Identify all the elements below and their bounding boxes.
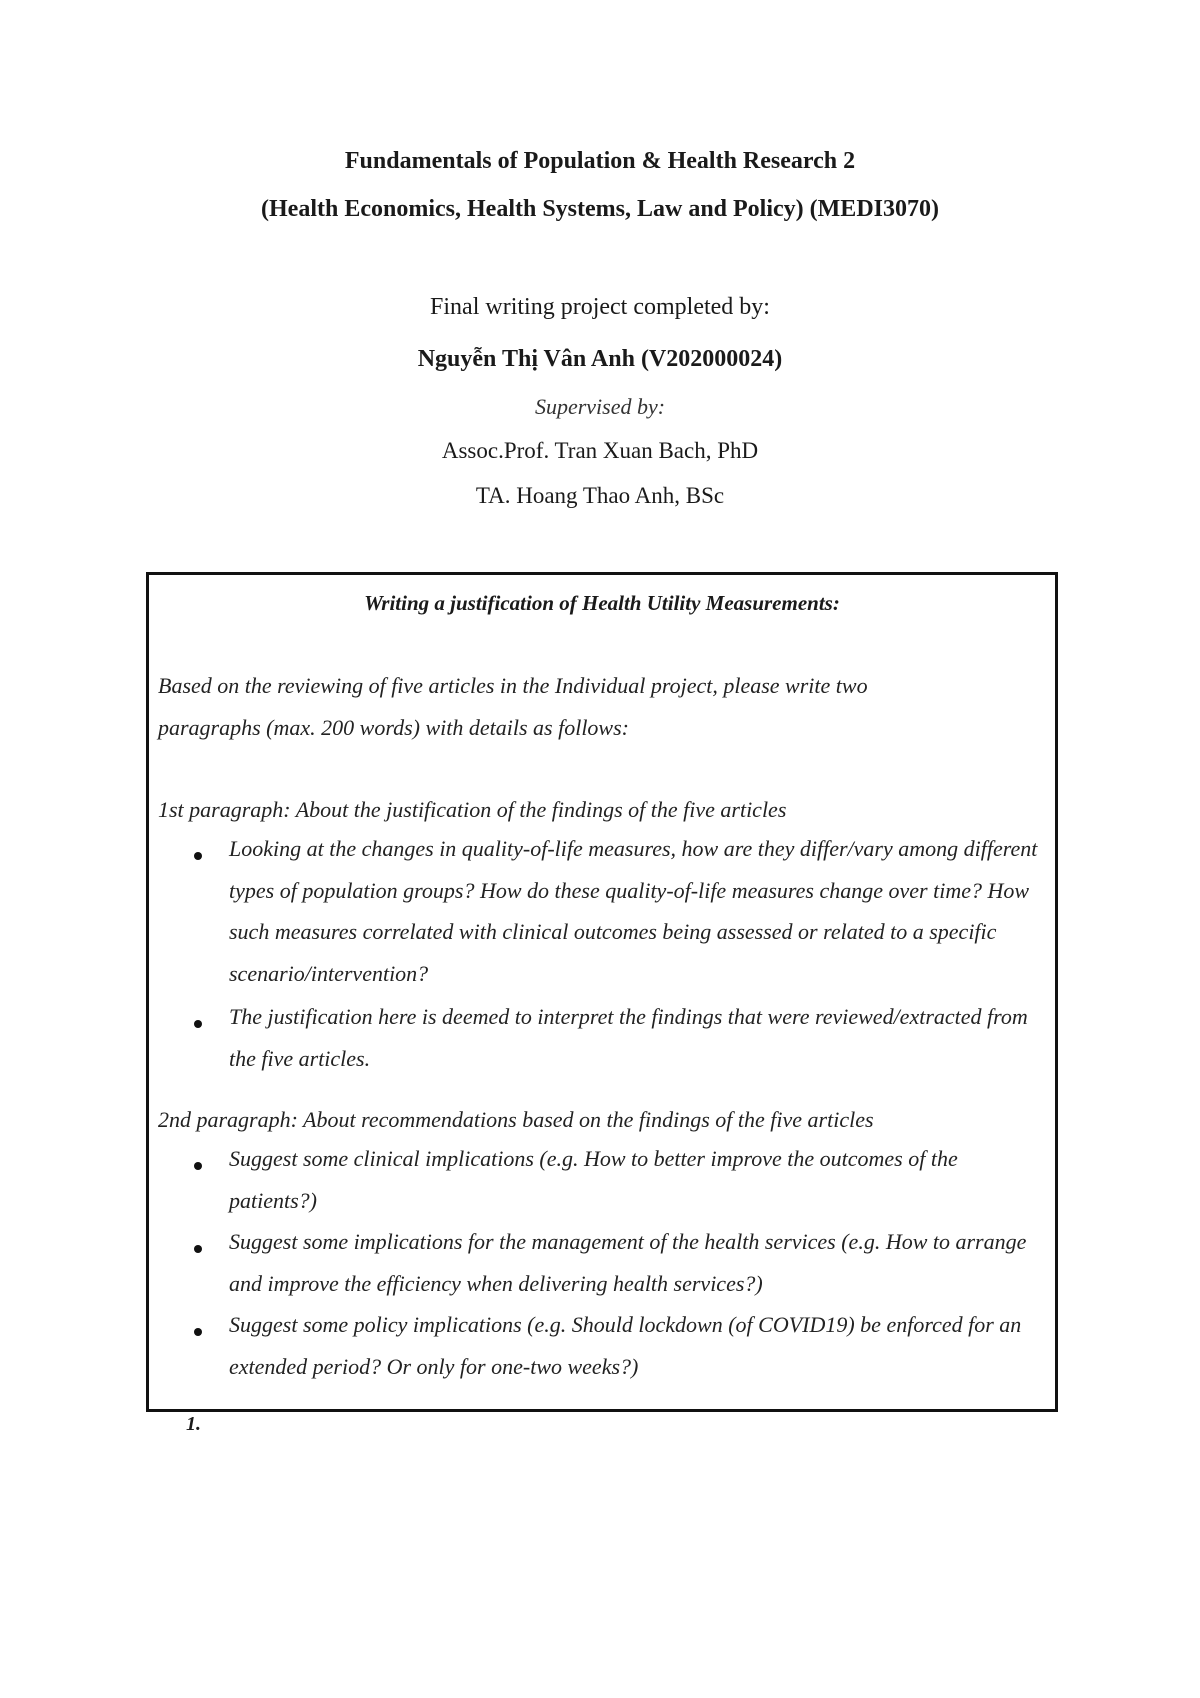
list-number: 1. bbox=[186, 1413, 201, 1435]
para2-bullet-3: Suggest some policy implications (e.g. Should lockdown (of COVID19) be enforced for an extended period? Or only for one-two weeks?) bbox=[229, 1312, 1022, 1379]
para2-bullet-1: Suggest some clinical implications (e.g. How to better improve the outcomes of the patients?) bbox=[229, 1146, 958, 1213]
supervisor-2: TA. Hoang Thao Anh, BSc bbox=[475, 483, 725, 508]
bullet-icon bbox=[194, 852, 202, 860]
para2-bullet-2: Suggest some implications for the management of the health services (e.g. How to arrange and improve the efficiency when delivering health services?) bbox=[229, 1229, 1027, 1296]
supervised-by-label: Supervised by: bbox=[534, 394, 666, 419]
bullet-icon bbox=[194, 1245, 202, 1253]
bullet-icon bbox=[194, 1020, 202, 1028]
instructions-box bbox=[146, 572, 1058, 1412]
author-name: Nguyễn Thị Vân Anh (V202000024) bbox=[417, 346, 783, 372]
paragraph-1-heading: 1st paragraph: About the justification of the findings of the five articles bbox=[158, 797, 787, 822]
paragraph-2-heading: 2nd paragraph: About recommendations based on the findings of the five articles bbox=[158, 1107, 874, 1132]
completed-by-label: Final writing project completed by: bbox=[430, 294, 770, 320]
intro-line-2: paragraphs (max. 200 words) with details as follows: bbox=[158, 715, 629, 740]
intro-line-1: Based on the reviewing of five articles in the Individual project, please write two bbox=[158, 673, 868, 698]
para1-bullet-1: Looking at the changes in quality-of-life measures, how are they differ/vary among different types of population groups? How do these quality-of-life measures change over time? How such measures correlated with clinical outcomes being assessed or related to a specific scenario/intervention? bbox=[229, 836, 1038, 986]
para1-bullet-2: The justification here is deemed to interpret the findings that were reviewed/extracted from the five articles. bbox=[229, 1004, 1028, 1071]
course-subtitle: (Health Economics, Health Systems, Law and Policy) (MEDI3070) bbox=[261, 196, 939, 222]
box-title: Writing a justification of Health Utility Measurements: bbox=[364, 591, 840, 615]
document-title: Fundamentals of Population & Health Research 2 bbox=[344, 148, 856, 174]
bullet-icon bbox=[194, 1162, 202, 1170]
supervisor-1: Assoc.Prof. Tran Xuan Bach, PhD bbox=[441, 438, 759, 463]
bullet-icon bbox=[194, 1328, 202, 1336]
